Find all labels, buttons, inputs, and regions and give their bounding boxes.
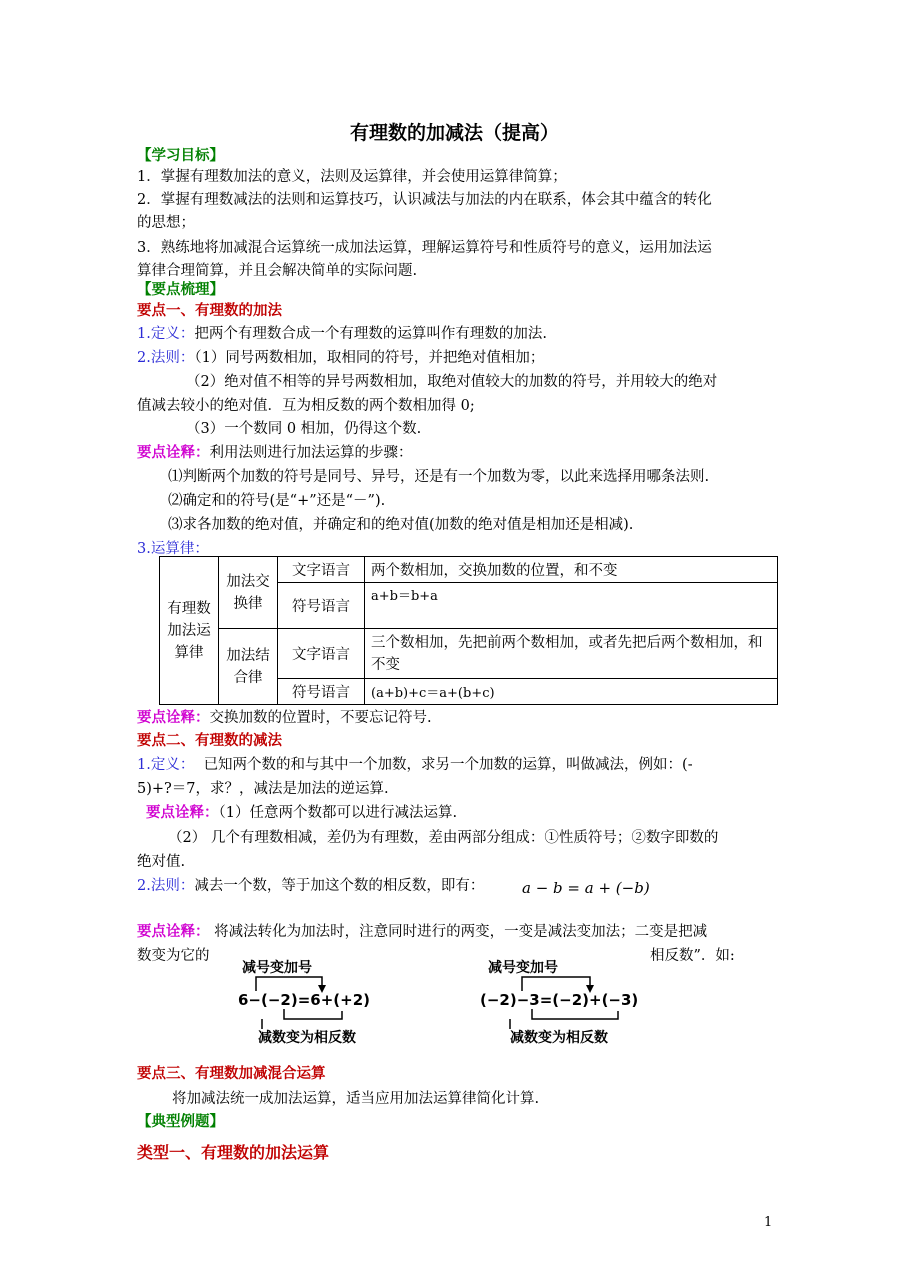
p1-heading: 要点一、有理数的加法 xyxy=(137,302,282,319)
p2-note-label: 要点诠释： xyxy=(146,804,219,821)
fig1-expression: 6−(−2)=6+(+2) xyxy=(238,991,371,1009)
fig1-top-label: 减号变加号 xyxy=(242,960,312,976)
table-group-cell: 有理数加法运算律 xyxy=(160,557,219,705)
fig2-top-bracket xyxy=(522,977,590,991)
fig2-top-label: 减号变加号 xyxy=(488,960,558,976)
type1-heading: 类型一、有理数的加法运算 xyxy=(137,1143,330,1162)
p1-note2-text: 交换加数的位置时，不要忘记符号. xyxy=(209,710,432,726)
goal-2-cont: 的思想； xyxy=(137,215,195,231)
fig2-expression: (−2)−3=(−2)+(−3) xyxy=(480,991,639,1009)
addition-laws-table xyxy=(159,556,778,705)
p2-def-b: 5)+?＝7，求？，减法是加法的逆运算. xyxy=(137,781,389,797)
p1-rule xyxy=(137,346,544,367)
subtraction-formula: a − b = a + (−b) xyxy=(522,879,650,897)
table-comm-word: 两个数相加，交换加数的位置，和不变 xyxy=(365,557,778,583)
figure-sign-change-2 xyxy=(470,955,670,1050)
p1-rule2a: （2）绝对值不相等的异号两数相加，取绝对值较大的加数的符号，并用较大的绝对 xyxy=(186,374,718,390)
p1-step2: ⑵确定和的符号(是“+”还是“－”). xyxy=(168,493,386,509)
goal-2: 2．掌握有理数减法的法则和运算技巧，认识减法与加法的内在联系，体会其中蕴含的转化 xyxy=(137,192,712,208)
p2-note2a: （2） 几个有理数相减，差仍为有理数，差由两部分组成：①性质符号；②数字即数的 xyxy=(168,830,719,846)
table-assoc-word: 三个数相加，先把前两个数相加，或者先把后两个数相加，和不变 xyxy=(365,629,778,679)
table-comm-cell: 加法交换律 xyxy=(219,557,278,629)
table-sym-lang-1: 符号语言 xyxy=(278,583,365,629)
p1-note-label: 要点诠释： xyxy=(137,444,210,461)
table-sym-lang-2: 符号语言 xyxy=(278,679,365,705)
p2-note3 xyxy=(137,920,707,941)
p2-rule-label: 2.法则： xyxy=(137,878,195,894)
p1-step1: ⑴判断两个加数的符号是同号、异号，还是有一个加数为零，以此来选择用哪条法则. xyxy=(168,469,710,485)
examples-header: 【典型例题】 xyxy=(137,1113,224,1130)
p2-heading: 要点二、有理数的减法 xyxy=(137,732,282,749)
page-number: 1 xyxy=(764,1215,773,1230)
goal-3-cont: 算律合理简算，并且会解决简单的实际问题. xyxy=(137,263,418,279)
p3-heading: 要点三、有理数加减混合运算 xyxy=(137,1065,326,1082)
goals-header: 【学习目标】 xyxy=(137,147,224,164)
fig1-top-bracket xyxy=(256,977,322,991)
page-title: 有理数的加减法（提高） xyxy=(349,122,559,144)
points-header: 【要点梳理】 xyxy=(137,281,224,298)
fig1-bottom-label: 减数变为相反数 xyxy=(258,1030,356,1046)
p1-rule-label: 2.法则： xyxy=(137,350,195,366)
figure-sign-change-1 xyxy=(230,955,390,1050)
p1-note xyxy=(137,441,413,462)
p1-rule3: （3）一个数同 0 相加，仍得这个数. xyxy=(186,421,422,437)
p2-def-label: 1.定义： xyxy=(137,757,195,773)
table-word-lang-1: 文字语言 xyxy=(278,557,365,583)
p2-def-a: 已知两个数的和与其中一个加数，求另一个加数的运算，叫做减法，例如：(- xyxy=(203,757,693,773)
p1-law-label: 3.运算律： xyxy=(137,541,209,557)
table-word-lang-2: 文字语言 xyxy=(278,629,365,679)
p1-note2-label: 要点诠释： xyxy=(137,709,210,726)
p2-def xyxy=(137,753,693,774)
p2-note1: （1）任意两个数都可以进行减法运算. xyxy=(218,805,458,821)
p1-rule1: （1）同号两数相加，取相同的符号，并把绝对值相加； xyxy=(194,350,545,366)
goal-3: 3．熟练地将加减混合运算统一成加法运算，理解运算符号和性质符号的意义，运用加法运 xyxy=(137,240,712,256)
table-assoc-cell: 加法结合律 xyxy=(219,629,278,705)
p2-rule-text: 减去一个数，等于加这个数的相反数，即有： xyxy=(194,878,485,894)
p1-def-text: 把两个有理数合成一个有理数的运算叫作有理数的加法. xyxy=(194,326,547,342)
table-comm-sym: a+b＝b+a xyxy=(365,583,778,629)
fig2-bottom-label: 减数变为相反数 xyxy=(510,1030,608,1046)
p2-note xyxy=(146,801,457,822)
p2-note3c: 相反数”．如: xyxy=(650,948,735,964)
p2-note3a: 将减法转化为加法时，注意同时进行的两变，一变是减法变加法；二变是把减 xyxy=(209,924,708,940)
p2-note2b: 绝对值. xyxy=(137,854,186,870)
goal-1: 1．掌握有理数加法的意义，法则及运算律，并会使用运算律简算； xyxy=(137,169,567,185)
p1-note2 xyxy=(137,706,432,727)
p1-rule2b: 值减去较小的绝对值．互为相反数的两个数相加得 0; xyxy=(137,398,475,414)
p1-def xyxy=(137,322,547,343)
p3-text: 将加减法统一成加法运算，适当应用加法运算律简化计算. xyxy=(172,1091,540,1107)
p1-def-label: 1.定义： xyxy=(137,326,195,342)
fig1-bottom-bracket xyxy=(284,1009,342,1019)
fig2-bottom-bracket xyxy=(532,1009,618,1019)
p2-note3b: 数变为它的 xyxy=(137,948,210,964)
table-assoc-sym: (a+b)+c＝a+(b+c) xyxy=(365,679,778,705)
p2-note3-label: 要点诠释： xyxy=(137,923,210,940)
p2-rule xyxy=(137,874,484,895)
p1-step3: ⑶求各加数的绝对值，并确定和的绝对值(加数的绝对值是相加还是相减). xyxy=(168,517,634,533)
p1-note-text: 利用法则进行加法运算的步骤： xyxy=(209,445,413,461)
